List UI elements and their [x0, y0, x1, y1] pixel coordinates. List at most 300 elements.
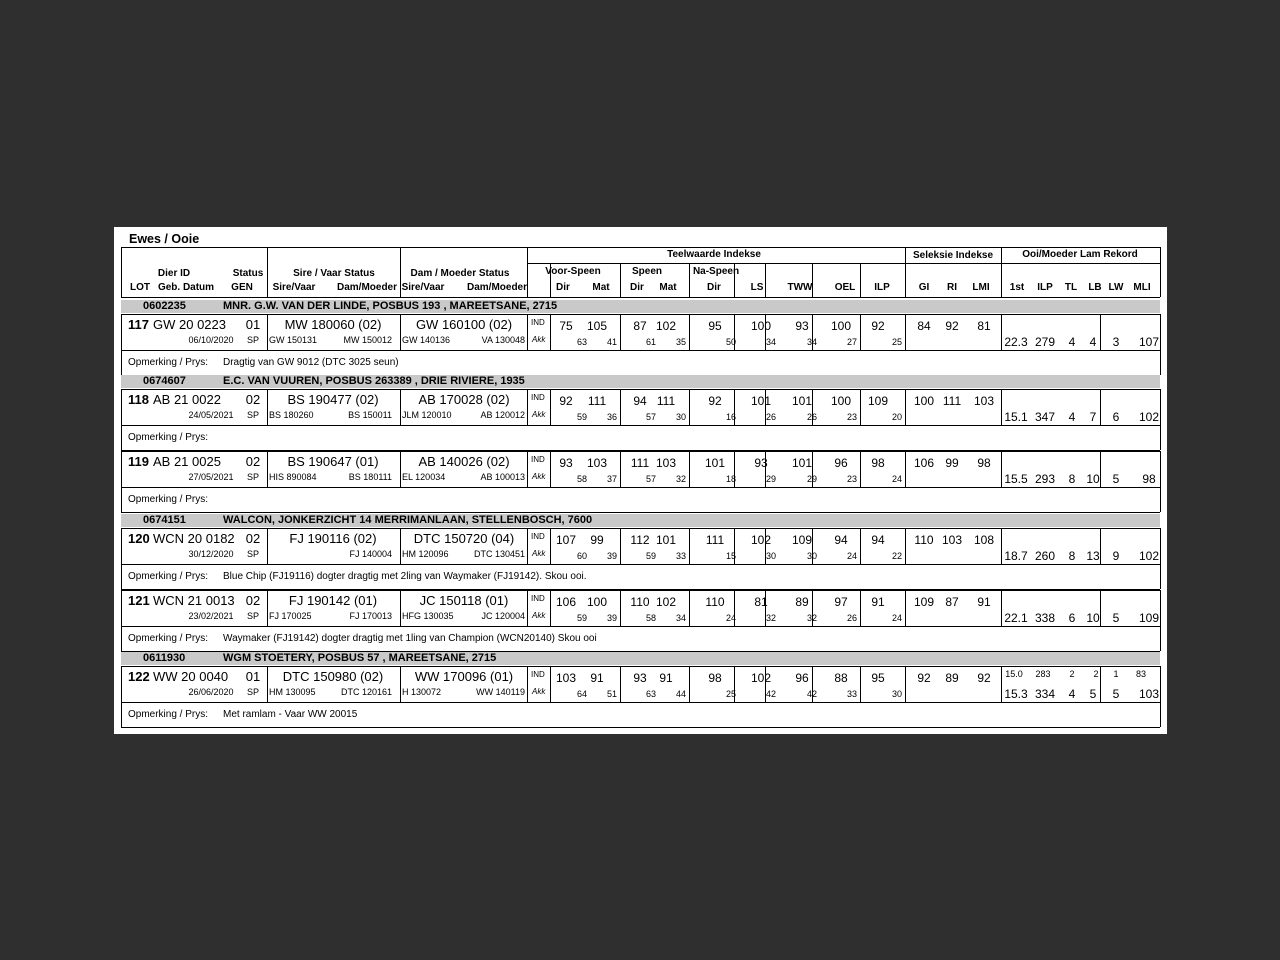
header-oel: OEL — [834, 282, 856, 293]
akk-label: Akk — [532, 472, 546, 481]
oel-value: 100 — [830, 319, 852, 333]
ls-value: 100 — [750, 319, 772, 333]
column-divider — [550, 666, 551, 702]
column-divider — [1001, 314, 1002, 350]
header-tww: TWW — [787, 282, 813, 293]
speen-mat: 102 — [655, 595, 677, 609]
voor-speen-mat-akk: 39 — [606, 613, 617, 623]
lot-number: 119 — [128, 454, 149, 469]
column-divider — [550, 389, 551, 425]
record-ilp: 347 — [1034, 410, 1056, 424]
dier-id: WW 20 0040 — [153, 669, 229, 684]
column-divider — [620, 314, 621, 350]
ri-value: 103 — [941, 533, 963, 547]
status-code: 02 — [245, 593, 261, 608]
breeder-band — [121, 300, 1160, 313]
record-mli: 103 — [1138, 687, 1160, 701]
column-divider — [860, 389, 861, 425]
speen-dir-akk: 58 — [645, 613, 656, 623]
column-divider — [860, 528, 861, 564]
ls-akk: 42 — [765, 689, 776, 699]
dam-id: WW 170096 (01) — [414, 669, 514, 684]
ilp-value: 109 — [867, 394, 889, 408]
header-ilp: ILP — [874, 282, 890, 293]
sire-sire: BS 180260 — [269, 410, 314, 420]
na-speen-dir-akk: 24 — [725, 613, 736, 623]
header-dir-3: Dir — [707, 282, 721, 293]
speen-mat: 101 — [655, 533, 677, 547]
dam-id: AB 170028 (02) — [418, 392, 510, 407]
gen-code: SP — [246, 410, 260, 420]
ls-value: 101 — [750, 394, 772, 408]
dier-id: AB 21 0025 — [153, 454, 221, 469]
row-bottom-rule — [121, 350, 1160, 351]
gi-value: 84 — [917, 319, 931, 333]
ri-value: 99 — [945, 456, 959, 470]
speen-mat: 102 — [655, 319, 677, 333]
status-code: 01 — [245, 669, 261, 684]
ri-value: 87 — [945, 595, 959, 609]
column-divider — [527, 590, 528, 626]
record-ilp: 279 — [1034, 335, 1056, 349]
lot-number: 120 — [128, 531, 150, 546]
speen-mat-akk: 44 — [675, 689, 686, 699]
sire-dam: FJ 170013 — [349, 611, 392, 621]
status-code: 01 — [245, 317, 261, 332]
dam-dam: VA 130048 — [481, 335, 525, 345]
status-code: 02 — [245, 392, 261, 407]
remark-bottom-rule — [121, 512, 1160, 513]
column-divider — [1100, 590, 1101, 626]
header-rec-lb: LB — [1088, 282, 1102, 293]
column-divider — [267, 389, 268, 425]
column-divider — [1100, 314, 1101, 350]
remark-label: Opmerking / Prys: — [128, 357, 209, 368]
speen-dir: 112 — [630, 533, 650, 547]
remark-text: Blue Chip (FJ19116) dogter dragtig met 2ling van Waymaker (FJ19142). Skou ooi. — [223, 571, 587, 582]
column-divider — [860, 314, 861, 350]
header-lmi: LMI — [972, 282, 990, 293]
record-1st: 18.7 — [1004, 549, 1028, 563]
record-prev-1st: 15.0 — [1005, 669, 1023, 679]
header-dam-status: Dam / Moeder Status — [410, 268, 510, 279]
record-1st: 15.5 — [1004, 472, 1028, 486]
header-rec-ilp: ILP — [1037, 282, 1053, 293]
gi-value: 109 — [913, 595, 935, 609]
sire-dam: BS 150011 — [348, 410, 392, 420]
tww-akk: 42 — [806, 689, 817, 699]
speen-mat-akk: 33 — [675, 551, 686, 561]
record-mli: 107 — [1138, 335, 1160, 349]
lmi-value: 98 — [977, 456, 991, 470]
column-divider — [620, 451, 621, 487]
record-lw: 5 — [1112, 687, 1120, 701]
voor-speen-mat: 103 — [586, 456, 608, 470]
gen-code: SP — [246, 472, 260, 482]
column-divider — [620, 590, 621, 626]
dam-sire: GW 140136 — [402, 335, 451, 345]
record-lb: 10 — [1086, 611, 1100, 625]
gen-code: SP — [246, 549, 260, 559]
header-dir-2: Dir — [630, 282, 644, 293]
column-divider — [527, 314, 528, 350]
header-na-speen: Na-Speen — [692, 266, 740, 277]
speen-mat: 103 — [655, 456, 677, 470]
oel-value: 88 — [834, 671, 848, 685]
ilp-akk: 30 — [891, 689, 902, 699]
header-rec-lw: LW — [1108, 282, 1124, 293]
tww-value: 93 — [795, 319, 809, 333]
remark-label: Opmerking / Prys: — [128, 494, 209, 505]
ind-label: IND — [531, 594, 545, 603]
dier-id: GW 20 0223 — [153, 317, 226, 332]
table-right-border — [1160, 247, 1161, 297]
sire-dam: FJ 140004 — [349, 549, 392, 559]
voor-speen-mat: 111 — [587, 394, 607, 408]
column-divider — [905, 528, 906, 564]
dier-id: WCN 21 0013 — [153, 593, 235, 608]
breeder-id: 0674607 — [143, 375, 186, 387]
record-mli: 109 — [1138, 611, 1160, 625]
header-speen: Speen — [631, 266, 663, 277]
header-dam-moeder-2: Dam/Moeder — [466, 282, 528, 293]
ind-label: IND — [531, 532, 545, 541]
column-divider — [620, 389, 621, 425]
column-divider — [527, 389, 528, 425]
breeder-band — [121, 514, 1160, 527]
column-divider — [1100, 451, 1101, 487]
column-divider — [860, 666, 861, 702]
gi-value: 100 — [913, 394, 935, 408]
column-divider — [905, 247, 906, 297]
remark-bottom-rule — [121, 727, 1160, 728]
column-divider — [550, 528, 551, 564]
dam-id: DTC 150720 (04) — [413, 531, 515, 546]
lot-number: 121 — [128, 593, 150, 608]
column-divider — [1100, 666, 1101, 702]
ls-value: 93 — [754, 456, 768, 470]
voor-speen-dir-akk: 59 — [576, 613, 587, 623]
ls-akk: 30 — [765, 551, 776, 561]
column-divider — [1001, 528, 1002, 564]
column-divider — [400, 666, 401, 702]
speen-mat-akk: 35 — [675, 337, 686, 347]
na-speen-dir-akk: 50 — [725, 337, 736, 347]
record-prev-ilp: 283 — [1035, 669, 1051, 679]
dier-id: AB 21 0022 — [153, 392, 221, 407]
record-ilp: 260 — [1034, 549, 1056, 563]
table-left-border — [121, 247, 122, 297]
birth-date: 27/05/2021 — [188, 472, 234, 482]
breeder-id: 0611930 — [143, 652, 186, 664]
gi-value: 106 — [913, 456, 935, 470]
header-dam-moeder: Dam/Moeder — [336, 282, 398, 293]
header-dier-id: Dier ID — [157, 268, 191, 279]
row-bottom-rule — [121, 626, 1160, 627]
remark-text: Waymaker (FJ19142) dogter dragtig met 1ling van Champion (WCN20140) Skou ooi — [223, 633, 597, 644]
column-divider — [1001, 590, 1002, 626]
sire-id: MW 180060 (02) — [284, 317, 382, 332]
column-divider — [905, 590, 906, 626]
dier-id: WCN 20 0182 — [153, 531, 235, 546]
voor-speen-dir-akk: 59 — [576, 412, 587, 422]
breeder-name: WGM STOETERY, POSBUS 57 , MAREETSANE, 2715 — [223, 652, 497, 664]
ind-label: IND — [531, 670, 545, 679]
sire-sire: GW 150131 — [269, 335, 318, 345]
dam-sire: HM 120096 — [402, 549, 449, 559]
breeder-id: 0602235 — [143, 300, 186, 312]
table-right-border — [1160, 666, 1161, 727]
row-top-rule — [121, 314, 1160, 315]
record-lw: 9 — [1112, 549, 1120, 563]
record-mli: 102 — [1138, 410, 1160, 424]
record-1st: 22.3 — [1004, 335, 1028, 349]
na-speen-dir: 101 — [704, 456, 726, 470]
lmi-value: 91 — [977, 595, 991, 609]
column-divider — [1001, 389, 1002, 425]
ri-value: 92 — [945, 319, 959, 333]
record-lb: 4 — [1089, 335, 1097, 349]
speen-mat-akk: 34 — [675, 613, 686, 623]
remark-label: Opmerking / Prys: — [128, 571, 209, 582]
ls-akk: 32 — [765, 613, 776, 623]
record-lb: 7 — [1089, 410, 1097, 424]
dam-dam: AB 100013 — [480, 472, 525, 482]
tww-value: 101 — [791, 394, 813, 408]
birth-date: 24/05/2021 — [188, 410, 234, 420]
akk-label: Akk — [532, 410, 546, 419]
header-ooi-rekord: Ooi/Moeder Lam Rekord — [1022, 249, 1138, 260]
voor-speen-dir-akk: 63 — [576, 337, 587, 347]
birth-date: 23/02/2021 — [188, 611, 234, 621]
voor-speen-dir: 93 — [559, 456, 573, 470]
record-lb: 10 — [1086, 472, 1100, 486]
dam-sire: JLM 120010 — [402, 410, 452, 420]
status-code: 02 — [245, 454, 261, 469]
header-ls: LS — [750, 282, 764, 293]
ls-akk: 26 — [765, 412, 776, 422]
catalogue-page — [114, 227, 1167, 734]
column-divider — [620, 263, 621, 297]
ilp-value: 94 — [871, 533, 885, 547]
sire-id: BS 190477 (02) — [287, 392, 379, 407]
na-speen-dir-akk: 16 — [725, 412, 736, 422]
table-left-border — [121, 314, 122, 375]
header-top-rule — [121, 247, 1160, 248]
column-divider — [1001, 666, 1002, 702]
ls-value: 81 — [754, 595, 768, 609]
column-divider — [689, 666, 690, 702]
dam-sire: HFG 130035 — [402, 611, 454, 621]
row-bottom-rule — [121, 564, 1160, 565]
voor-speen-mat: 91 — [590, 671, 604, 685]
record-lw: 6 — [1112, 410, 1120, 424]
column-divider — [689, 263, 690, 297]
column-divider — [1100, 389, 1101, 425]
dam-dam: WW 140119 — [476, 687, 525, 697]
table-right-border — [1160, 590, 1161, 651]
column-divider — [267, 247, 268, 297]
header-teelwaarde: Teelwaarde Indekse — [667, 249, 761, 260]
birth-date: 06/10/2020 — [188, 335, 234, 345]
record-tl: 4 — [1068, 687, 1076, 701]
record-1st: 15.3 — [1004, 687, 1028, 701]
ilp-value: 91 — [871, 595, 885, 609]
column-divider — [400, 451, 401, 487]
na-speen-dir-akk: 18 — [725, 474, 736, 484]
ind-label: IND — [531, 393, 545, 402]
header-sire-vaar-2: Sire/Vaar — [401, 282, 445, 293]
column-divider — [860, 263, 861, 297]
record-lw: 5 — [1112, 472, 1120, 486]
voor-speen-mat: 99 — [590, 533, 604, 547]
column-divider — [550, 451, 551, 487]
sire-dam: MW 150012 — [343, 335, 392, 345]
voor-speen-mat-akk: 36 — [606, 412, 617, 422]
oel-akk: 27 — [846, 337, 857, 347]
gen-code: SP — [246, 687, 260, 697]
table-left-border — [121, 590, 122, 651]
column-divider — [905, 389, 906, 425]
column-divider — [550, 314, 551, 350]
voor-speen-mat: 105 — [586, 319, 608, 333]
breeder-id: 0674151 — [143, 514, 186, 526]
oel-value: 100 — [830, 394, 852, 408]
record-lb: 5 — [1089, 687, 1097, 701]
breeder-name: E.C. VAN VUUREN, POSBUS 263389 , DRIE RIVIERE, 1935 — [223, 375, 525, 387]
column-divider — [765, 263, 766, 297]
speen-dir-akk: 59 — [645, 551, 656, 561]
column-divider — [689, 451, 690, 487]
dam-sire: EL 120034 — [402, 472, 446, 482]
record-tl: 4 — [1068, 410, 1076, 424]
sire-dam: BS 180111 — [348, 472, 392, 482]
header-sire-vaar: Sire/Vaar — [272, 282, 316, 293]
oel-akk: 26 — [846, 613, 857, 623]
header-status: Status — [232, 268, 264, 279]
gen-code: SP — [246, 335, 260, 345]
tww-value: 109 — [791, 533, 813, 547]
speen-mat-akk: 30 — [675, 412, 686, 422]
na-speen-dir: 95 — [708, 319, 722, 333]
group-rule — [527, 263, 905, 264]
header-mat-1: Mat — [592, 282, 610, 293]
sire-id: FJ 190116 (02) — [289, 531, 377, 546]
ind-label: IND — [531, 318, 545, 327]
column-divider — [527, 666, 528, 702]
tww-akk: 30 — [806, 551, 817, 561]
ri-value: 111 — [942, 394, 962, 408]
header-rec-tl: TL — [1064, 282, 1078, 293]
na-speen-dir: 110 — [705, 595, 725, 609]
oel-value: 94 — [834, 533, 848, 547]
ls-akk: 29 — [765, 474, 776, 484]
column-divider — [620, 528, 621, 564]
row-top-rule — [121, 389, 1160, 390]
header-sire-status: Sire / Vaar Status — [293, 268, 375, 279]
na-speen-dir: 111 — [705, 533, 725, 547]
ilp-value: 92 — [871, 319, 885, 333]
speen-dir-akk: 61 — [645, 337, 656, 347]
row-bottom-rule — [121, 702, 1160, 703]
record-tl: 8 — [1068, 549, 1076, 563]
breeder-name: WALCON, JONKERZICHT 14 MERRIMANLAAN, STELLENBOSCH, 7600 — [223, 514, 593, 526]
column-divider — [400, 314, 401, 350]
birth-date: 26/06/2020 — [188, 687, 234, 697]
table-left-border — [121, 389, 122, 450]
oel-akk: 23 — [846, 412, 857, 422]
ls-value: 102 — [750, 671, 772, 685]
row-bottom-rule — [121, 425, 1160, 426]
sire-dam: DTC 120161 — [340, 687, 392, 697]
column-divider — [267, 590, 268, 626]
dam-dam: DTC 130451 — [473, 549, 525, 559]
tww-value: 96 — [795, 671, 809, 685]
column-divider — [527, 451, 528, 487]
breeder-band — [121, 652, 1160, 665]
oel-value: 97 — [834, 595, 848, 609]
lmi-value: 103 — [973, 394, 995, 408]
table-right-border — [1160, 314, 1161, 375]
sire-id: FJ 190142 (01) — [288, 593, 378, 608]
ilp-akk: 25 — [891, 337, 902, 347]
column-divider — [267, 314, 268, 350]
table-left-border — [121, 451, 122, 512]
column-divider — [905, 666, 906, 702]
column-divider — [267, 528, 268, 564]
row-top-rule — [121, 528, 1160, 529]
ilp-value: 95 — [871, 671, 885, 685]
header-geb-datum: Geb. Datum — [157, 282, 215, 293]
sire-sire: HM 130095 — [269, 687, 316, 697]
ilp-akk: 24 — [891, 613, 902, 623]
record-tl: 4 — [1068, 335, 1076, 349]
column-divider — [905, 451, 906, 487]
header-rec-mli: MLI — [1133, 282, 1151, 293]
ilp-akk: 22 — [891, 551, 902, 561]
dam-id: JC 150118 (01) — [419, 593, 509, 608]
header-dir-1: Dir — [556, 282, 570, 293]
dam-id: AB 140026 (02) — [418, 454, 510, 469]
breeder-name: MNR. G.W. VAN DER LINDE, POSBUS 193 , MAREETSANE, 2715 — [223, 300, 558, 312]
column-divider — [860, 590, 861, 626]
gi-value: 110 — [914, 533, 934, 547]
record-tl: 8 — [1068, 472, 1076, 486]
column-divider — [1100, 528, 1101, 564]
column-divider — [905, 314, 906, 350]
header-bottom-rule — [121, 297, 1160, 298]
row-bottom-rule — [121, 487, 1160, 488]
remark-label: Opmerking / Prys: — [128, 432, 209, 443]
record-lw: 5 — [1112, 611, 1120, 625]
record-lb: 13 — [1086, 549, 1100, 563]
ls-value: 102 — [750, 533, 772, 547]
table-right-border — [1160, 389, 1161, 450]
column-divider — [1001, 451, 1002, 487]
lmi-value: 81 — [977, 319, 991, 333]
gi-value: 92 — [917, 671, 931, 685]
header-lot: LOT — [130, 282, 150, 293]
speen-mat: 111 — [656, 394, 676, 408]
speen-dir-akk: 63 — [645, 689, 656, 699]
table-left-border — [121, 666, 122, 727]
page-title: Ewes / Ooie — [129, 232, 200, 246]
birth-date: 30/12/2020 — [188, 549, 234, 559]
akk-label: Akk — [532, 687, 546, 696]
speen-dir: 94 — [633, 394, 647, 408]
voor-speen-dir: 107 — [555, 533, 577, 547]
voor-speen-dir-akk: 60 — [576, 551, 587, 561]
